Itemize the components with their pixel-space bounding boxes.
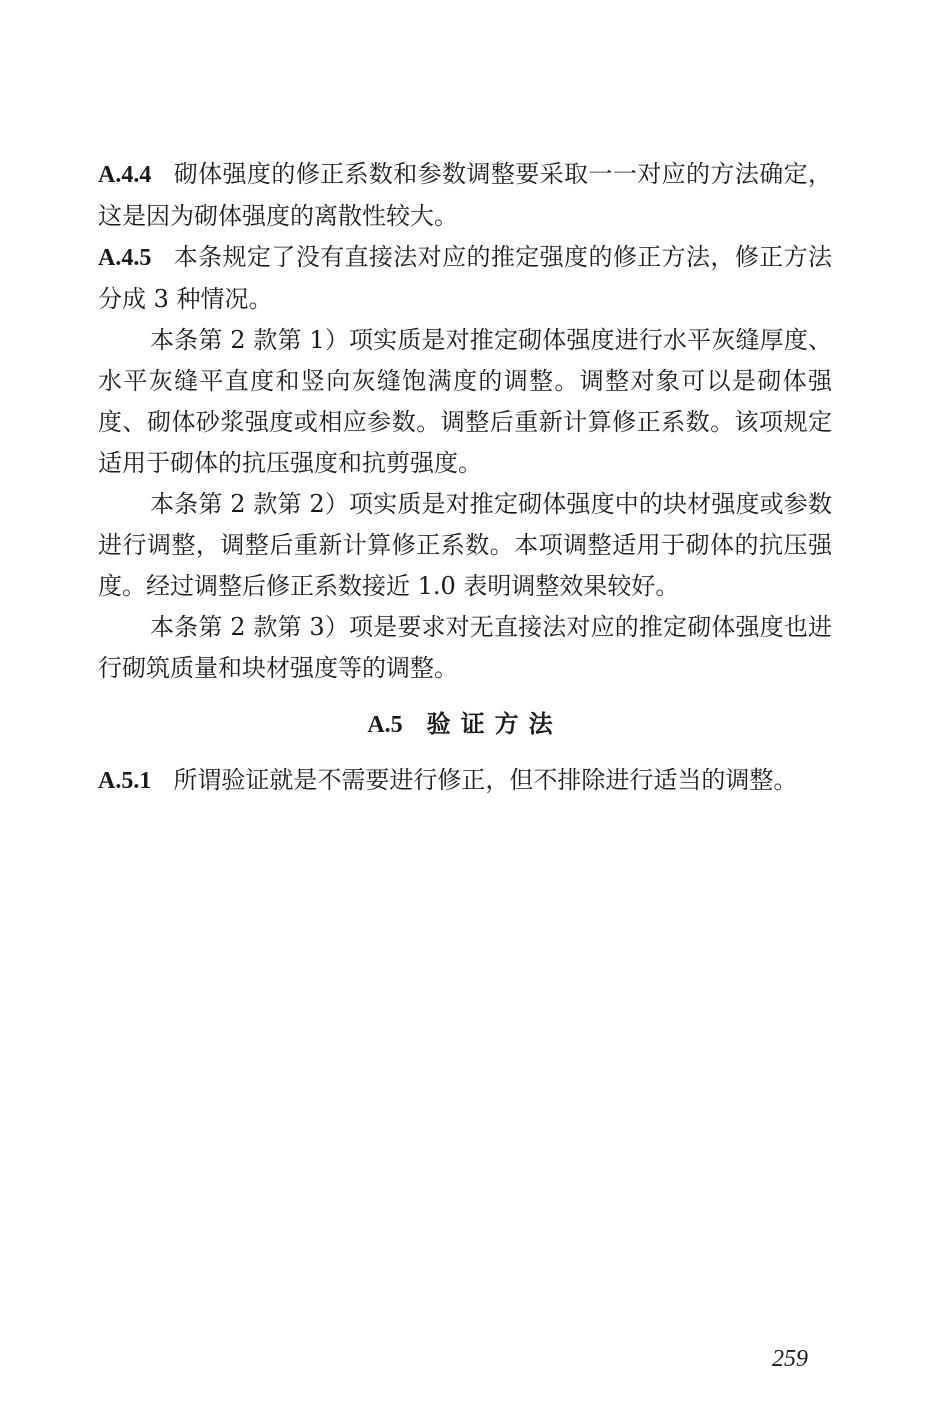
clause-number: A.4.4 [98, 162, 152, 188]
section-heading [98, 703, 832, 746]
clause-number: A.4.5 [98, 245, 152, 271]
page-number: 259 [772, 1346, 808, 1372]
body-paragraph-1: 本条第 2 款第 1）项实质是对推定砌体强度进行水平灰缝厚度、水平灰缝平直度和竖向灰缝饱满度的调整。调整对象可以是砌体强度、砌体砂浆强度或相应参数。调整后重新计算修正系数。该项规定适用于砌体的抗压强度和抗剪强度。 [98, 326, 832, 477]
clause-a-4-5 [98, 237, 832, 320]
clause-text: 所谓验证就是不需要进行修正，但不排除进行适当的调整。 [173, 766, 798, 794]
clause-text: 砌体强度的修正系数和参数调整要采取一一对应的方法确定，这是因为砌体强度的离散性较大。 [98, 160, 832, 230]
clause-a-4-4 [98, 154, 832, 237]
body-paragraph-3: 本条第 2 款第 3）项是要求对无直接法对应的推定砌体强度也进行砌筑质量和块材强度等的调整。 [98, 613, 832, 682]
clause-text: 本条规定了没有直接法对应的推定强度的修正方法，修正方法分成 3 种情况。 [98, 243, 832, 313]
body-paragraph-2: 本条第 2 款第 2）项实质是对推定砌体强度中的块材强度或参数进行调整，调整后重新计算修正系数。本项调整适用于砌体的抗压强度。经过调整后修正系数接近 1.0 表明调整效果较好。 [98, 490, 832, 600]
clause-a-5-1 [98, 760, 832, 802]
section-number: A.5 [367, 712, 403, 738]
clause-number: A.5.1 [98, 768, 152, 794]
page-content [98, 154, 832, 802]
section-title: 验证方法 [426, 709, 563, 738]
